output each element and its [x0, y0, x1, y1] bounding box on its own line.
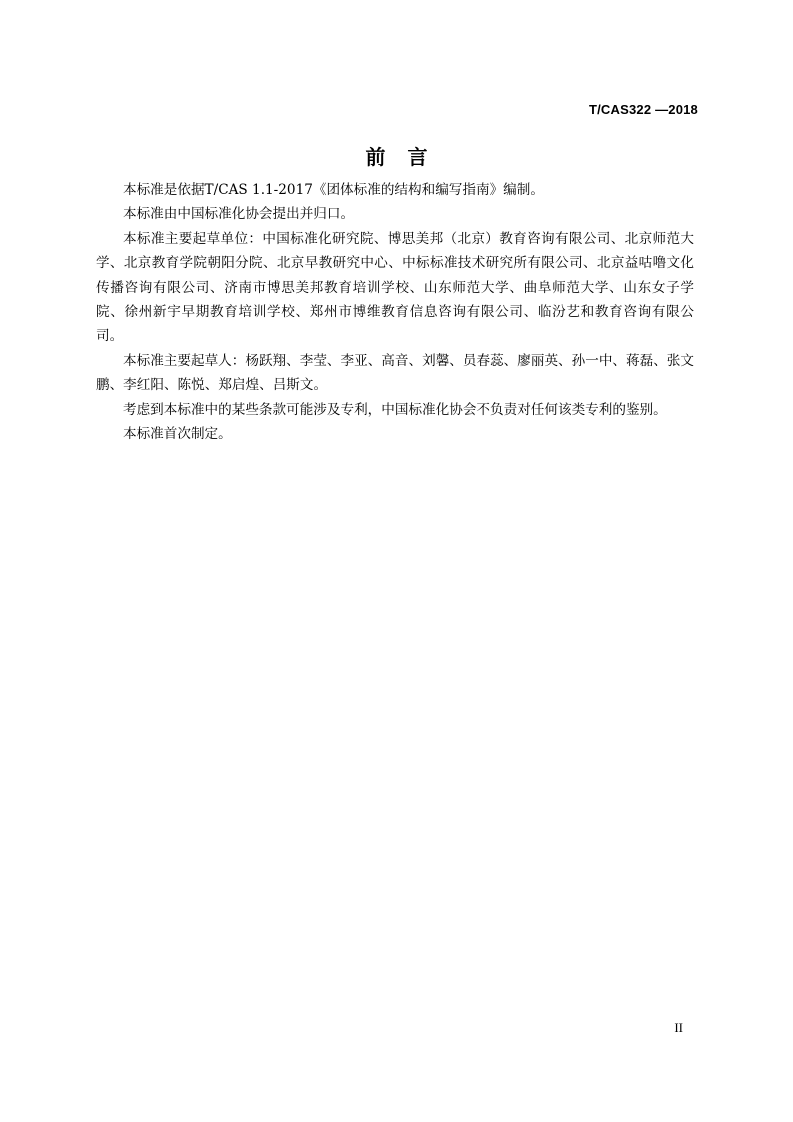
paragraph-drafting-units: 本标准主要起草单位：中国标准化研究院、博思美邦（北京）教育咨询有限公司、北京师范大学、北京教育学院朝阳分院、北京早教研究中心、中标标准技术研究所有限公司、北京益咕噜文化传播咨询有限公司、济南市博思美邦教育培训学校、山东师范大学、曲阜师范大学、山东女子学院、徐州新宇早期教育培训学校、郑州市博维教育信息咨询有限公司、临汾艺和教育咨询有限公司。	[96, 230, 694, 345]
paragraph-basis: 本标准是依据T/CAS 1.1-2017《团体标准的结构和编写指南》编制。	[123, 182, 544, 198]
foreword-body	[96, 178, 694, 446]
paragraph-proposer: 本标准由中国标准化协会提出并归口。	[123, 206, 355, 223]
standard-number: T/CAS322 —2018	[588, 102, 698, 117]
paragraph-first-edition: 本标准首次制定。	[123, 426, 232, 443]
page-title: 前言	[365, 145, 450, 169]
paragraph-drafters: 本标准主要起草人：杨跃翔、李莹、李亚、高音、刘馨、员春蕊、廖丽英、孙一中、蒋磊、张文鹏、李红阳、陈悦、郑启煌、吕斯文。	[96, 352, 694, 394]
page-number: II	[674, 1020, 683, 1035]
paragraph-patent-notice: 考虑到本标准中的某些条款可能涉及专利，中国标准化协会不负责对任何该类专利的鉴别。	[123, 401, 667, 418]
